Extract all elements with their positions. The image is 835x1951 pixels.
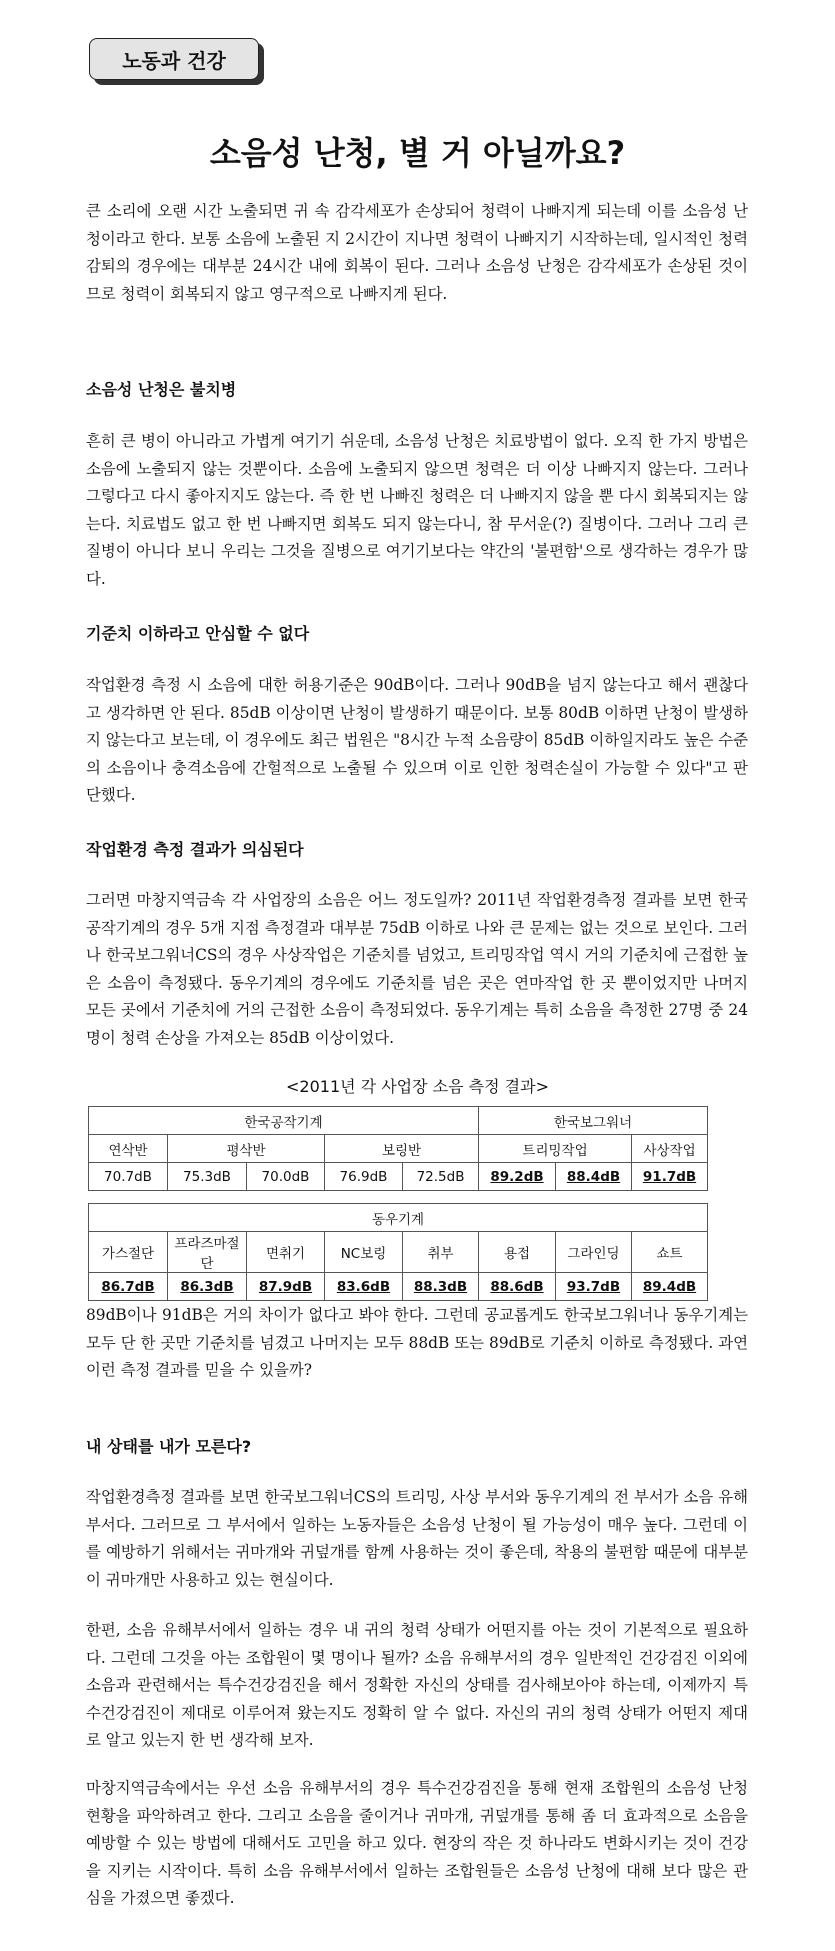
section-paragraph-2: 작업환경 측정 시 소음에 대한 허용기준은 90dB이다. 그러나 90dB을 넘지 않는다고 해서 괜찮다고 생각하면 안 된다. 85dB 이상이면 난청이 발생하기 때문이다. 보통 80dB 이하면 난청이 발생하지 않는다고 보는데, 이 경우에도 최근 법원은 "8시간 누적 소음량이 85dB 이하일지라도 높은 수준의 소음이나 충격소음에 간헐적으로 노출될 수 있으며 이로 인한 청력손실이 가능할 수 있다"고 판단했다. [86,676,748,804]
table2-value-cell: 88.3dB [403,1273,479,1301]
page-title: 소음성 난청, 별 거 아닐까요? [209,134,626,172]
table2-value-cell: 86.7dB [89,1273,168,1301]
table2-process-header: 쇼트 [632,1232,708,1273]
table2-value-cell: 87.9dB [247,1273,325,1301]
after-table-paragraph: 89dB이나 91dB은 거의 차이가 없다고 봐야 한다. 그런데 공교롭게도 한국보그워너나 동우기계는 모두 단 한 곳만 기준치를 넘겼고 나머지는 모두 88dB 또는 89dB로 기준치 이하로 측정됐다. 과연 이런 측정 결과를 믿을 수 있을까? [86,1306,748,1379]
table1-process-header: 평삭반 [168,1135,325,1163]
table2-process-header: 프라즈마절단 [168,1232,247,1273]
table1-value-cell-over: 88.4dB [556,1163,632,1191]
noise-table-2 [88,1203,708,1301]
section-heading-4: 내 상태를 내가 모른다? [86,1437,252,1456]
table1-process-header: 트리밍작업 [479,1135,632,1163]
table2-process-header: 그라인딩 [556,1232,632,1273]
table2-process-header: 가스절단 [89,1232,168,1273]
section-paragraph-3: 그러면 마창지역금속 각 사업장의 소음은 어느 정도일까? 2011년 작업환경측정 결과를 보면 한국공작기계의 경우 5개 지점 측정결과 대부분 75dB 이하로 나와 큰 문제는 없는 것으로 보인다. 그러나 한국보그워너CS의 경우 사상작업은 기준치를 넘었고, 트리밍작업 역시 거의 기준치에 근접한 높은 소음이 측정됐다. 동우기계의 경우에도 기준치를 넘은 곳은 연마작업 한 곳 뿐이었지만 나머지 모든 곳에서 기준치에 거의 근접한 소음이 측정되었다. 동우기계는 특히 소음을 측정한 27명 중 24명이 청력 손상을 가져오는 85dB 이상이었다. [86,891,748,1047]
table1-value-cell: 72.5dB [403,1163,479,1191]
closing-paragraph-2: 한편, 소음 유해부서에서 일하는 경우 내 귀의 청력 상태가 어떤지를 아는 것이 기본적으로 필요하다. 그런데 그것을 아는 조합원이 몇 명이나 될까? 소음 유해부서의 경우 일반적인 건강검진 이외에 소음과 관련해서는 특수건강검진을 해서 정확한 자신의 상태를 검사해보아야 하는데, 이제까지 특수건강검진이 제대로 이루어져 왔는지도 정확히 알 수 없다. 자신의 귀의 청력 상태가 어떤지 제대로 알고 있는지 한 번 생각해 보자. [86,1621,748,1749]
table2-group-header: 동우기계 [89,1204,708,1232]
table1-value-cell: 76.9dB [325,1163,403,1191]
section-heading-3: 작업환경 측정 결과가 의심된다 [86,840,304,859]
table2-value-cell: 93.7dB [556,1273,632,1301]
closing-paragraph-1: 작업환경측정 결과를 보면 한국보그워너CS의 트리밍, 사상 부서와 동우기계의 전 부서가 소음 유해부서다. 그러므로 그 부서에서 일하는 노동자들은 소음성 난청이 될 가능성이 매우 높다. 그런데 이를 예방하기 위해서는 귀마개와 귀덮개를 함께 사용하는 것이 좋은데, 착용의 불편함 때문에 대부분이 귀마개만 사용하고 있는 현실이다. [86,1488,748,1589]
table2-process-header: NC보링 [325,1232,403,1273]
table1-group-header: 한국공작기계 [89,1107,479,1135]
section-tag-label: 노동과 건강 [89,38,259,80]
section-tag [89,38,261,82]
table2-value-cell: 86.3dB [168,1273,247,1301]
table2-value-cell: 83.6dB [325,1273,403,1301]
table1-value-cell-over: 89.2dB [479,1163,556,1191]
table2-value-cell: 88.6dB [479,1273,556,1301]
table2-process-header: 면취기 [247,1232,325,1273]
section-heading-1: 소음성 난청은 불치병 [86,380,237,399]
table1-value-cell-over: 91.7dB [632,1163,708,1191]
closing-paragraph-3: 마창지역금속에서는 우선 소음 유해부서의 경우 특수건강검진을 통해 현재 조합원의 소음성 난청 현황을 파악하려고 한다. 그리고 소음을 줄이거나 귀마개, 귀덮개를 통해 좀 더 효과적으로 소음을 예방할 수 있는 방법에 대해서도 고민을 하고 있다. 현장의 작은 것 하나라도 변화시키는 것이 건강을 지키는 시작이다. 특히 소음 유해부서에서 일하는 조합원들은 소음성 난청에 대해 보다 많은 관심을 가졌으면 좋겠다. [86,1779,748,1907]
noise-table-1 [88,1106,708,1191]
table2-process-header: 용접 [479,1232,556,1273]
table1-process-header: 연삭반 [89,1135,168,1163]
table2-process-header: 취부 [403,1232,479,1273]
table2-value-cell: 89.4dB [632,1273,708,1301]
table1-value-cell: 70.7dB [89,1163,168,1191]
table1-value-cell: 70.0dB [247,1163,325,1191]
table1-group-header: 한국보그워너 [479,1107,708,1135]
table1-process-header: 보링반 [325,1135,479,1163]
table1-process-header: 사상작업 [632,1135,708,1163]
table1-value-cell: 75.3dB [168,1163,247,1191]
section-paragraph-1: 흔히 큰 병이 아니라고 가볍게 여기기 쉬운데, 소음성 난청은 치료방법이 없다. 오직 한 가지 방법은 소음에 노출되지 않는 것뿐이다. 소음에 노출되지 않으면 청력은 더 이상 나빠지지 않는다. 그러나 그렇다고 다시 좋아지지도 않는다. 즉 한 번 나빠진 청력은 더 나빠지지 않을 뿐 다시 회복되지는 않는다. 치료법도 없고 한 번 나빠지면 회복도 되지 않는다니, 참 무서운(?) 질병이다. 그러나 그리 큰 질병이 아니다 보니 우리는 그것을 질병으로 여기기보다는 약간의 '불편함'으로 생각하는 경우가 많다. [86,432,748,588]
intro-paragraph: 큰 소리에 오랜 시간 노출되면 귀 속 감각세포가 손상되어 청력이 나빠지게 되는데 이를 소음성 난청이라고 한다. 보통 소음에 노출된 지 2시간이 지나면 청력이 나빠지기 시작하는데, 일시적인 청력감퇴의 경우에는 대부분 24시간 내에 회복이 된다. 그러나 소음성 난청은 감각세포가 손상된 것이므로 청력이 회복되지 않고 영구적으로 나빠지게 된다. [86,202,748,303]
section-heading-2: 기준치 이하라고 안심할 수 없다 [86,624,310,643]
table-caption: <2011년 각 사업장 소음 측정 결과> [286,1077,549,1096]
